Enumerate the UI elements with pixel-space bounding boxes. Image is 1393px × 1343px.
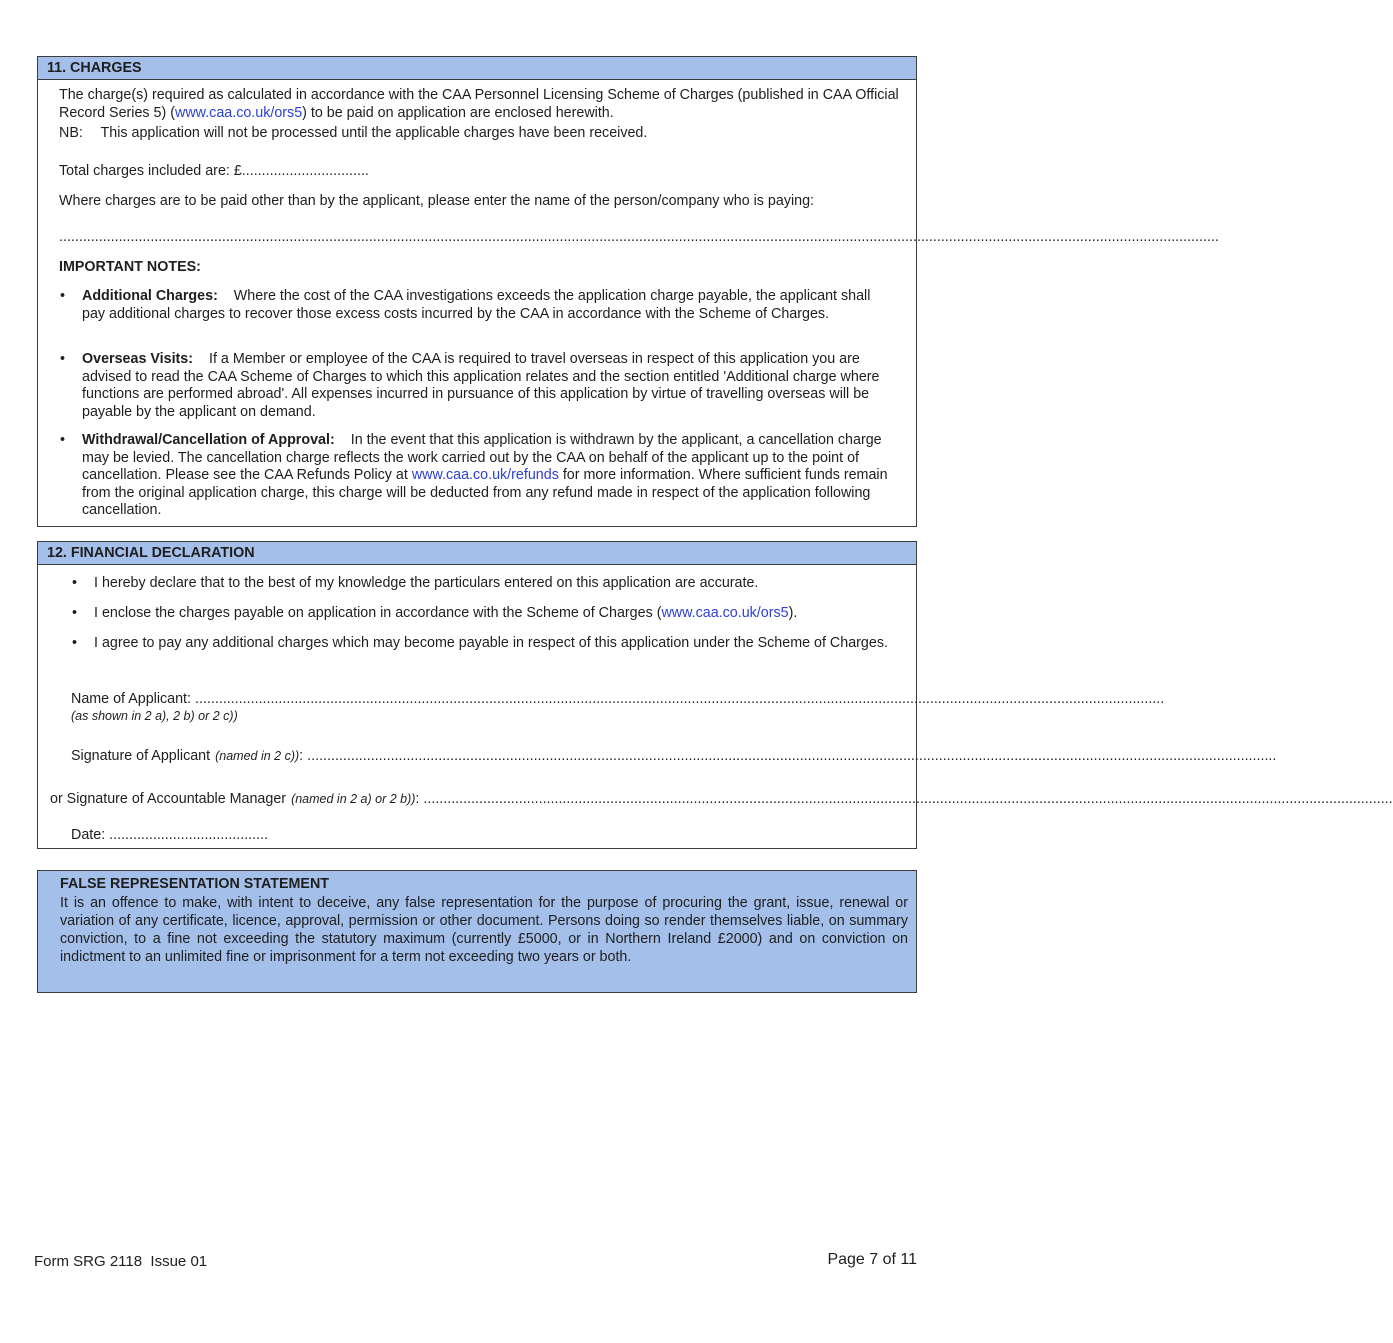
decl-bullet-1: • [72,575,78,591]
applicant-signature-field[interactable]: Signature of Applicant (named in 2 c)) : .................................................................................................................................................................................................................................................... [71,748,1277,764]
important-notes-heading: IMPORTANT NOTES: [59,259,201,275]
false-representation-text: It is an offence to make, with intent to deceive, any false representation for the purpose of procuring the grant, issue, renewal or variation of any certificate, licence, approval, permission or other document. Persons doing so render themselves liable, on summary conviction, to a fine not exceeding the statutory maximum (currently £5000, or in Northern Ireland £2000) and on conviction on indictment to an unlimited fine or imprisonment for a term not exceeding two years or both. [60,894,908,966]
charges-intro: The charge(s) required as calculated in accordance with the CAA Personnel Licensing Scheme of Charges (published in CAA Official Record Series 5) (www.caa.co.uk/ors5) to be paid on application are enclosed herewith. [59,87,899,121]
refunds-link[interactable]: www.caa.co.uk/refunds [411,467,559,483]
applicant-name-field[interactable]: Name of Applicant: .................................................................................................................................................................................................................................................... [71,691,1165,707]
manager-signature-field[interactable]: or Signature of Accountable Manager (named in 2 a) or 2 b)) : .................................................................................................................................................................................................................................................... [50,791,1393,807]
false-representation-box [37,870,917,993]
financial-heading: 12. FINANCIAL DECLARATION [38,542,916,565]
date-dots: ........................................ [109,827,269,843]
declaration-accurate: I hereby declare that to the best of my knowledge the particulars entered on this application are accurate. [94,575,759,591]
note2-text: If a Member or employee of the CAA is required to travel overseas in respect of this application you are advised to read the CAA Scheme of Charges to which this application relates and the section entitled 'Additional charge where functions are performed abroad'. All expenses incurred in pursuance of this application by virtue of travelling overseas will be payable by the applicant on demand. [82,351,880,420]
decl-bullet-2: • [72,605,78,621]
page-number: Page 7 of 11 [827,1251,917,1268]
bullet-1: • [60,288,66,304]
applicant-signature-dots: .................................................................................................................................................................................................................................................... [307,748,1277,764]
total-charges-dots: ................................ [241,163,369,179]
nb-text: This application will not be processed until the applicable charges have been received. [100,125,648,141]
note1-title: Additional Charges: [82,288,218,304]
charges-section [37,56,1219,527]
false-representation-heading: FALSE REPRESENTATION STATEMENT [60,876,330,892]
applicant-name-dots: .................................................................................................................................................................................................................................................... [195,691,1165,707]
charges-heading: 11. CHARGES [38,57,916,80]
nb-label: NB: [59,125,83,141]
declaration-enclose: I enclose the charges payable on application in accordance with the Scheme of Charges (www.caa.co.uk/ors5). [94,605,798,621]
note3-title: Withdrawal/Cancellation of Approval: [82,432,335,448]
manager-signature-dots: .................................................................................................................................................................................................................................................... [423,791,1393,807]
bullet-3: • [60,432,66,448]
note-additional-charges [82,288,892,323]
note-withdrawal: Withdrawal/Cancellation of Approval: In the event that this application is withdrawn by the applicant, a cancellation charge may be levied. The cancellation charge reflects the work carried out by the CAA on behalf of the applicant up to the point of cancellation. Please see the CAA Refunds Policy at www.caa.co.uk/refunds for more information. Where sufficient funds remain from the original application charge, this charge will be deducted from any refund made in respect of the application following cancellation. [82,432,888,518]
payer-label: Where charges are to be paid other than by the applicant, please enter the name of the person/company who is paying: [59,193,815,209]
form-id: Form SRG 2118 Issue 01 [34,1253,208,1270]
financial-declaration-section [37,541,1393,849]
bullet-2: • [60,351,66,367]
note-overseas-visits [82,351,897,421]
payer-name-field[interactable]: .................................................................................................................................................................................................................................................................................................... [59,229,1219,245]
ors5-link-2[interactable]: www.caa.co.uk/ors5 [661,605,789,621]
ors5-link[interactable]: www.caa.co.uk/ors5 [175,104,303,121]
nb-line [59,125,909,143]
total-charges-field[interactable]: Total charges included are: £................................ [59,163,369,179]
note1-text: Where the cost of the CAA investigations exceeds the application charge payable, the applicant shall pay additional charges to recover those excess costs incurred by the CAA in accordance with the Scheme of Charges. [82,288,871,322]
date-field[interactable]: Date: ........................................ [71,827,269,843]
applicant-name-note: (as shown in 2 a), 2 b) or 2 c)) [71,709,238,723]
declaration-agree: I agree to pay any additional charges which may become payable in respect of this application under the Scheme of Charges. [94,635,888,651]
note2-title: Overseas Visits: [82,351,194,367]
decl-bullet-3: • [72,635,78,651]
